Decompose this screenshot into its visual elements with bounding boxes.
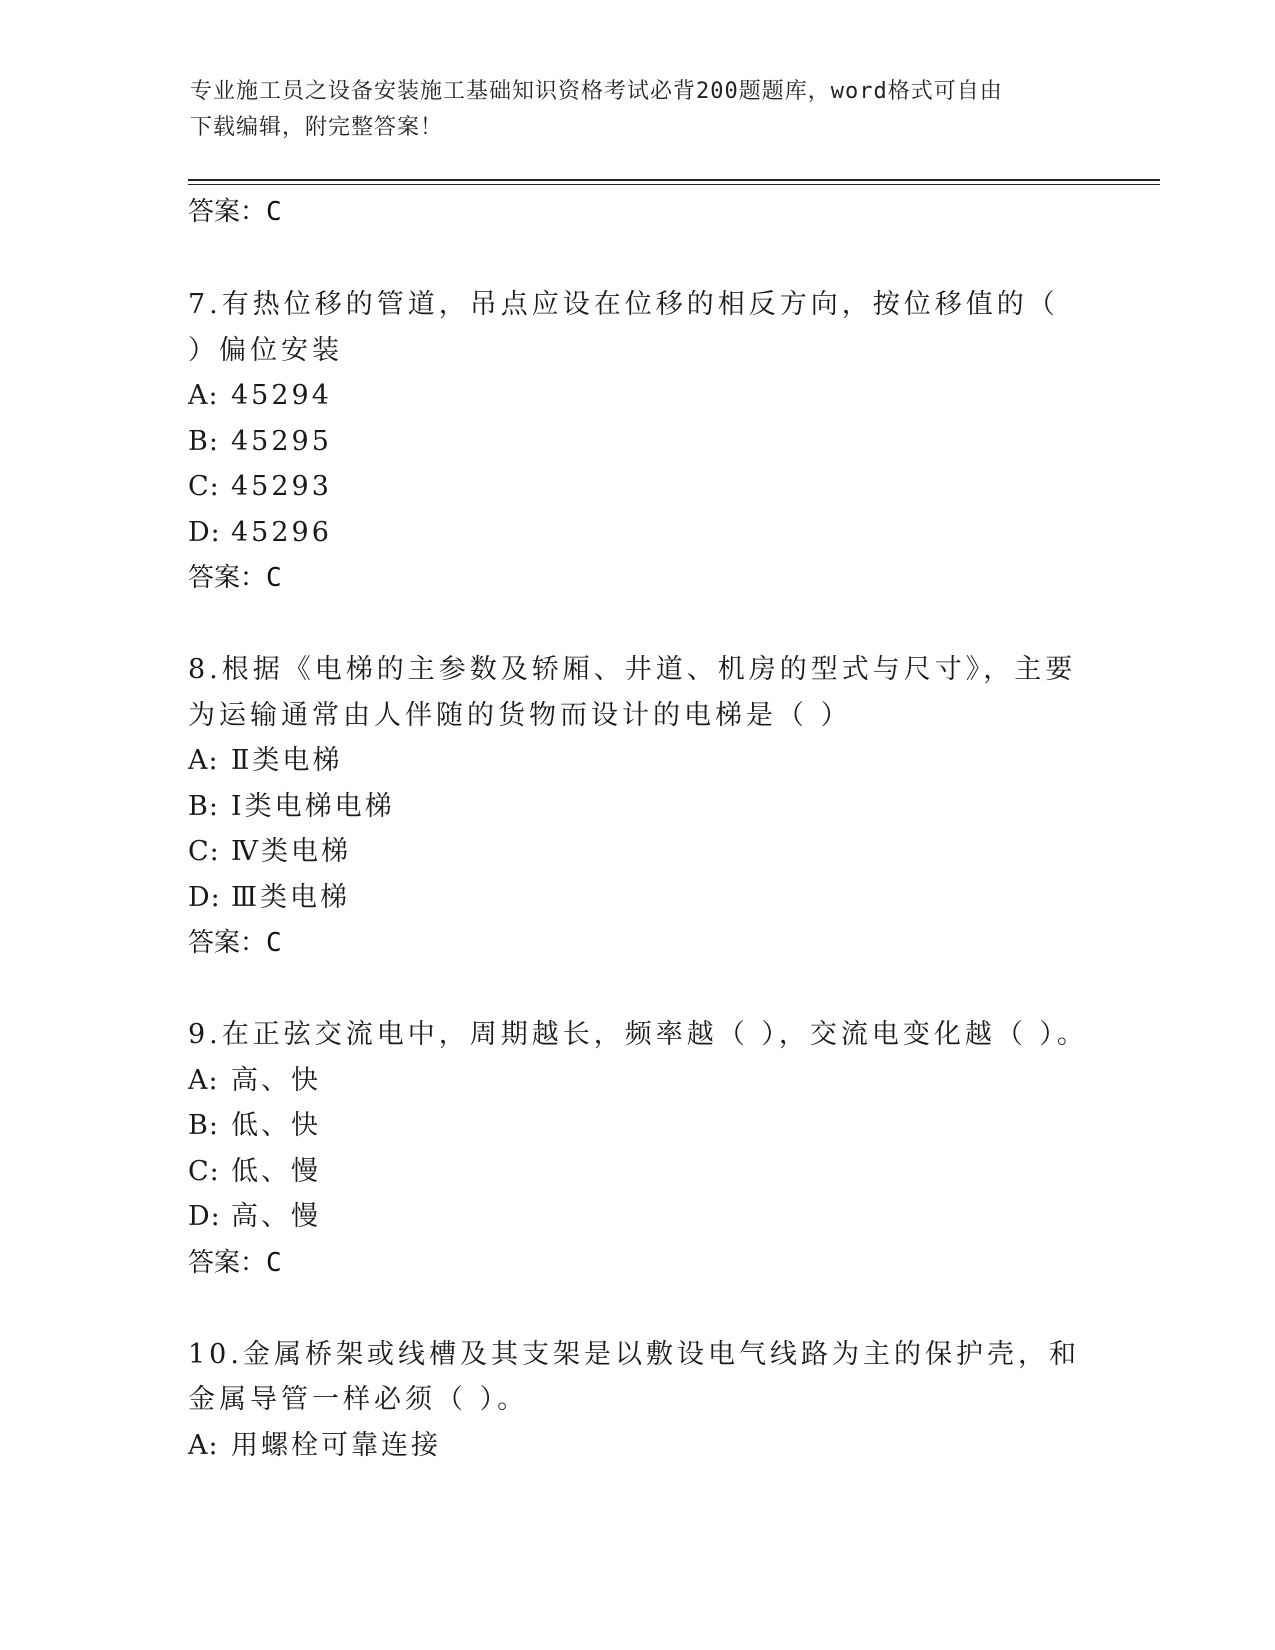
option-value: Ⅰ类电梯电梯: [231, 790, 395, 822]
question-text: 10.金属桥架或线槽及其支架是以敷设电气线路为主的保护壳，和金属导管一样必须（ ）。: [188, 1338, 1080, 1415]
question-9: [188, 1012, 1088, 1286]
header-line-1: 专业施工员之设备安装施工基础知识资格考试必背200题题库，word格式可自由: [190, 79, 1003, 104]
question-text: 7.有热位移的管道，吊点应设在位移的相反方向，按位移值的（ ）偏位安装: [188, 289, 1059, 366]
option-a: [188, 1423, 1088, 1469]
question-8: [188, 647, 1088, 966]
option-d: [188, 875, 1088, 921]
document-header: [190, 74, 1090, 146]
option-value: 高、快: [231, 1064, 321, 1096]
header-rule-thin: [188, 184, 1160, 185]
option-a: [188, 738, 1088, 784]
option-d: [188, 1194, 1088, 1240]
spacer: [188, 236, 1088, 282]
option-key: D:: [188, 881, 221, 913]
option-value: 用螺栓可靠连接: [231, 1429, 441, 1461]
option-key: A:: [188, 1064, 219, 1096]
header-line-2: 下载编辑，附完整答案！: [190, 115, 444, 140]
option-key: D:: [188, 1201, 221, 1232]
question-list: [188, 190, 1088, 1468]
option-c: [188, 1149, 1088, 1195]
option-key: C:: [188, 1155, 220, 1187]
option-b: [188, 1103, 1088, 1149]
option-value: 45293: [231, 471, 332, 502]
option-key: A:: [188, 745, 219, 776]
option-d: [188, 510, 1088, 556]
option-b: [188, 784, 1088, 830]
spacer: [188, 966, 1088, 1012]
answer: 答案：C: [188, 928, 282, 958]
option-key: C:: [188, 836, 220, 867]
option-value: 低、慢: [231, 1155, 321, 1187]
answer: 答案：C: [188, 1247, 282, 1278]
answer: 答案：C: [188, 563, 282, 593]
question-10: [188, 1332, 1088, 1469]
option-value: 低、快: [231, 1110, 321, 1141]
question-text: 9.在正弦交流电中，周期越长，频率越（ ），交流电变化越（ ）。: [188, 1019, 1088, 1050]
option-value: 45294: [231, 380, 332, 411]
spacer: [188, 601, 1088, 647]
option-key: A:: [188, 1429, 219, 1461]
option-value: 高、慢: [231, 1201, 321, 1232]
option-value: 45295: [231, 425, 332, 457]
header-rule-thick: [188, 179, 1160, 181]
option-key: C:: [188, 471, 220, 502]
option-key: B:: [188, 425, 219, 457]
option-key: B:: [188, 790, 219, 822]
spacer: [188, 1286, 1088, 1332]
option-b: [188, 419, 1088, 465]
question-7: [188, 282, 1088, 601]
option-a: [188, 1058, 1088, 1104]
option-a: [188, 373, 1088, 419]
option-key: D:: [188, 516, 221, 548]
option-value: Ⅲ类电梯: [231, 881, 351, 913]
option-key: B:: [188, 1110, 219, 1141]
option-key: A:: [188, 380, 219, 411]
option-c: [188, 829, 1088, 875]
option-c: [188, 464, 1088, 510]
option-value: 45296: [231, 516, 332, 548]
option-value: Ⅱ类电梯: [231, 745, 343, 776]
option-value: Ⅳ类电梯: [231, 836, 351, 867]
previous-answer: 答案：C: [188, 197, 282, 227]
question-text: 8.根据《电梯的主参数及轿厢、井道、机房的型式与尺寸》，主要为运输通常由人伴随的货物而设计的电梯是（ ）: [188, 654, 1077, 731]
